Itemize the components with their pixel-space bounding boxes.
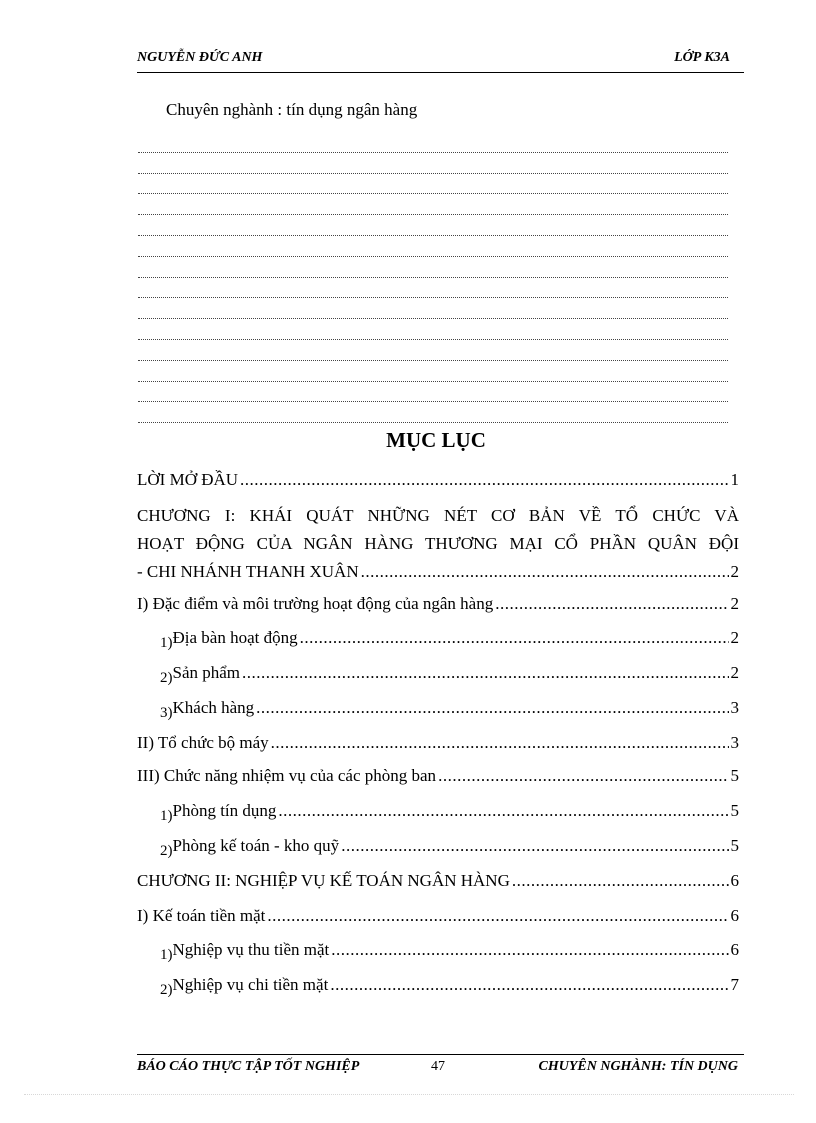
toc-entry-chapter1[interactable]	[137, 502, 739, 586]
toc-entry[interactable]	[160, 940, 739, 963]
leader-dots	[331, 940, 728, 960]
toc-entry-label: Nghiệp vụ thu tiền mặt	[172, 940, 330, 959]
leader-dots	[242, 663, 728, 683]
toc-entry-label: III) Chức năng nhiệm vụ của các phòng ban	[137, 766, 437, 785]
dotted-line	[138, 257, 728, 278]
toc-entry-page: 5	[730, 766, 739, 785]
toc-entry-page: 5	[730, 801, 739, 820]
dotted-line	[138, 194, 728, 215]
leader-dots	[300, 628, 729, 648]
toc-entry-number: 2)	[160, 982, 173, 998]
toc-entry-page: 2	[730, 562, 739, 581]
toc-entry-label: Nghiệp vụ chi tiền mặt	[172, 975, 329, 994]
toc-entry-page: 2	[730, 663, 739, 682]
toc-entry[interactable]	[137, 594, 739, 614]
toc-entry-page: 3	[730, 698, 739, 717]
dotted-line	[138, 319, 728, 340]
toc-entry-label: Phòng tín dụng	[172, 801, 277, 820]
leader-dots	[438, 766, 728, 786]
chapter1-line: HOẠT ĐỘNG CỦA NGÂN HÀNG THƯƠNG MẠI CỔ PHẦN QUÂN ĐỘI	[137, 534, 739, 553]
toc-entry[interactable]	[137, 733, 739, 753]
header-author: NGUYỄN ĐỨC ANH	[137, 50, 263, 65]
toc-entry-label: I) Đặc điểm và môi trường hoạt động của ngân hàng	[137, 594, 494, 613]
toc-entry-page: 6	[730, 871, 739, 890]
dotted-line	[138, 340, 728, 361]
toc-entry-number: 3)	[160, 705, 173, 721]
toc-entry-label: I) Kế toán tiền mặt	[137, 906, 266, 925]
page-bottom-edge	[24, 1094, 794, 1095]
dotted-line	[138, 215, 728, 236]
toc-entry-label: Phòng kế toán - kho quỹ	[172, 836, 340, 855]
toc-entry-number: 1)	[160, 635, 173, 651]
toc-entry-label: LỜI MỞ ĐẦU	[137, 470, 239, 489]
toc-entry[interactable]	[160, 628, 739, 651]
leader-dots	[330, 975, 728, 995]
leader-dots	[271, 733, 729, 753]
toc-entry-page: 6	[730, 940, 739, 959]
dotted-line	[138, 361, 728, 382]
dotted-line	[138, 132, 728, 153]
header-class: LỚP K3A	[674, 50, 730, 65]
blank-dotted-lines	[138, 132, 728, 423]
toc-entry-page: 2	[730, 594, 739, 613]
toc-entry-number: 2)	[160, 670, 173, 686]
toc-entry-label: Địa bàn hoạt động	[172, 628, 298, 647]
leader-dots	[512, 871, 729, 891]
dotted-line	[138, 298, 728, 319]
toc-entry-label: Sản phẩm	[172, 663, 241, 682]
toc-title: MỤC LỤC	[386, 428, 486, 452]
leader-dots	[361, 558, 729, 586]
toc-entry[interactable]	[160, 836, 739, 859]
leader-dots	[278, 801, 728, 821]
chapter1-line: CHƯƠNG I: KHÁI QUÁT NHỮNG NÉT CƠ BẢN VỀ TỔ CHỨC VÀ	[137, 506, 739, 525]
toc-entry-label: II) Tổ chức bộ máy	[137, 733, 269, 752]
toc-entry-page: 5	[730, 836, 739, 855]
toc-entry-page: 7	[730, 975, 739, 994]
toc-entry[interactable]	[160, 663, 739, 686]
chapter1-last-line	[137, 558, 739, 586]
toc-entry-number: 1)	[160, 808, 173, 824]
toc-entry-page: 6	[730, 906, 739, 925]
footer-specialty: CHUYÊN NGHÀNH: TÍN DỤNG	[538, 1059, 738, 1074]
toc-entry-page: 1	[730, 470, 739, 489]
dotted-line	[138, 278, 728, 299]
toc-entry-number: 2)	[160, 843, 173, 859]
page-header	[137, 48, 744, 73]
toc-entry[interactable]	[160, 698, 739, 721]
toc-entry[interactable]	[160, 975, 739, 998]
dotted-line	[138, 402, 728, 423]
leader-dots	[256, 698, 728, 718]
page-footer	[137, 1054, 744, 1081]
toc-entry[interactable]	[160, 801, 739, 824]
dotted-line	[138, 174, 728, 195]
toc-entry-page: 2	[730, 628, 739, 647]
toc-entry-number: 1)	[160, 947, 173, 963]
dotted-line	[138, 236, 728, 257]
dotted-line	[138, 153, 728, 174]
leader-dots	[240, 470, 728, 490]
leader-dots	[495, 594, 728, 614]
footer-page-number: 47	[431, 1059, 445, 1074]
toc-entry-label: - CHI NHÁNH THANH XUÂN	[137, 562, 359, 581]
toc-entry-page: 3	[730, 733, 739, 752]
toc-entry[interactable]	[137, 766, 739, 786]
toc-entry-label: Khách hàng	[172, 698, 255, 717]
toc-entry-label: CHƯƠNG II: NGHIỆP VỤ KẾ TOÁN NGÂN HÀNG	[137, 871, 510, 890]
footer-report-title: BÁO CÁO THỰC TẬP TỐT NGHIỆP	[137, 1059, 360, 1074]
toc-entry[interactable]	[137, 906, 739, 926]
leader-dots	[341, 836, 728, 856]
specialty-line: Chuyên nghành : tín dụng ngân hàng	[166, 100, 418, 119]
leader-dots	[267, 906, 728, 926]
dotted-line	[138, 382, 728, 403]
toc-entry-intro[interactable]	[137, 470, 739, 490]
toc-entry[interactable]	[137, 871, 739, 891]
